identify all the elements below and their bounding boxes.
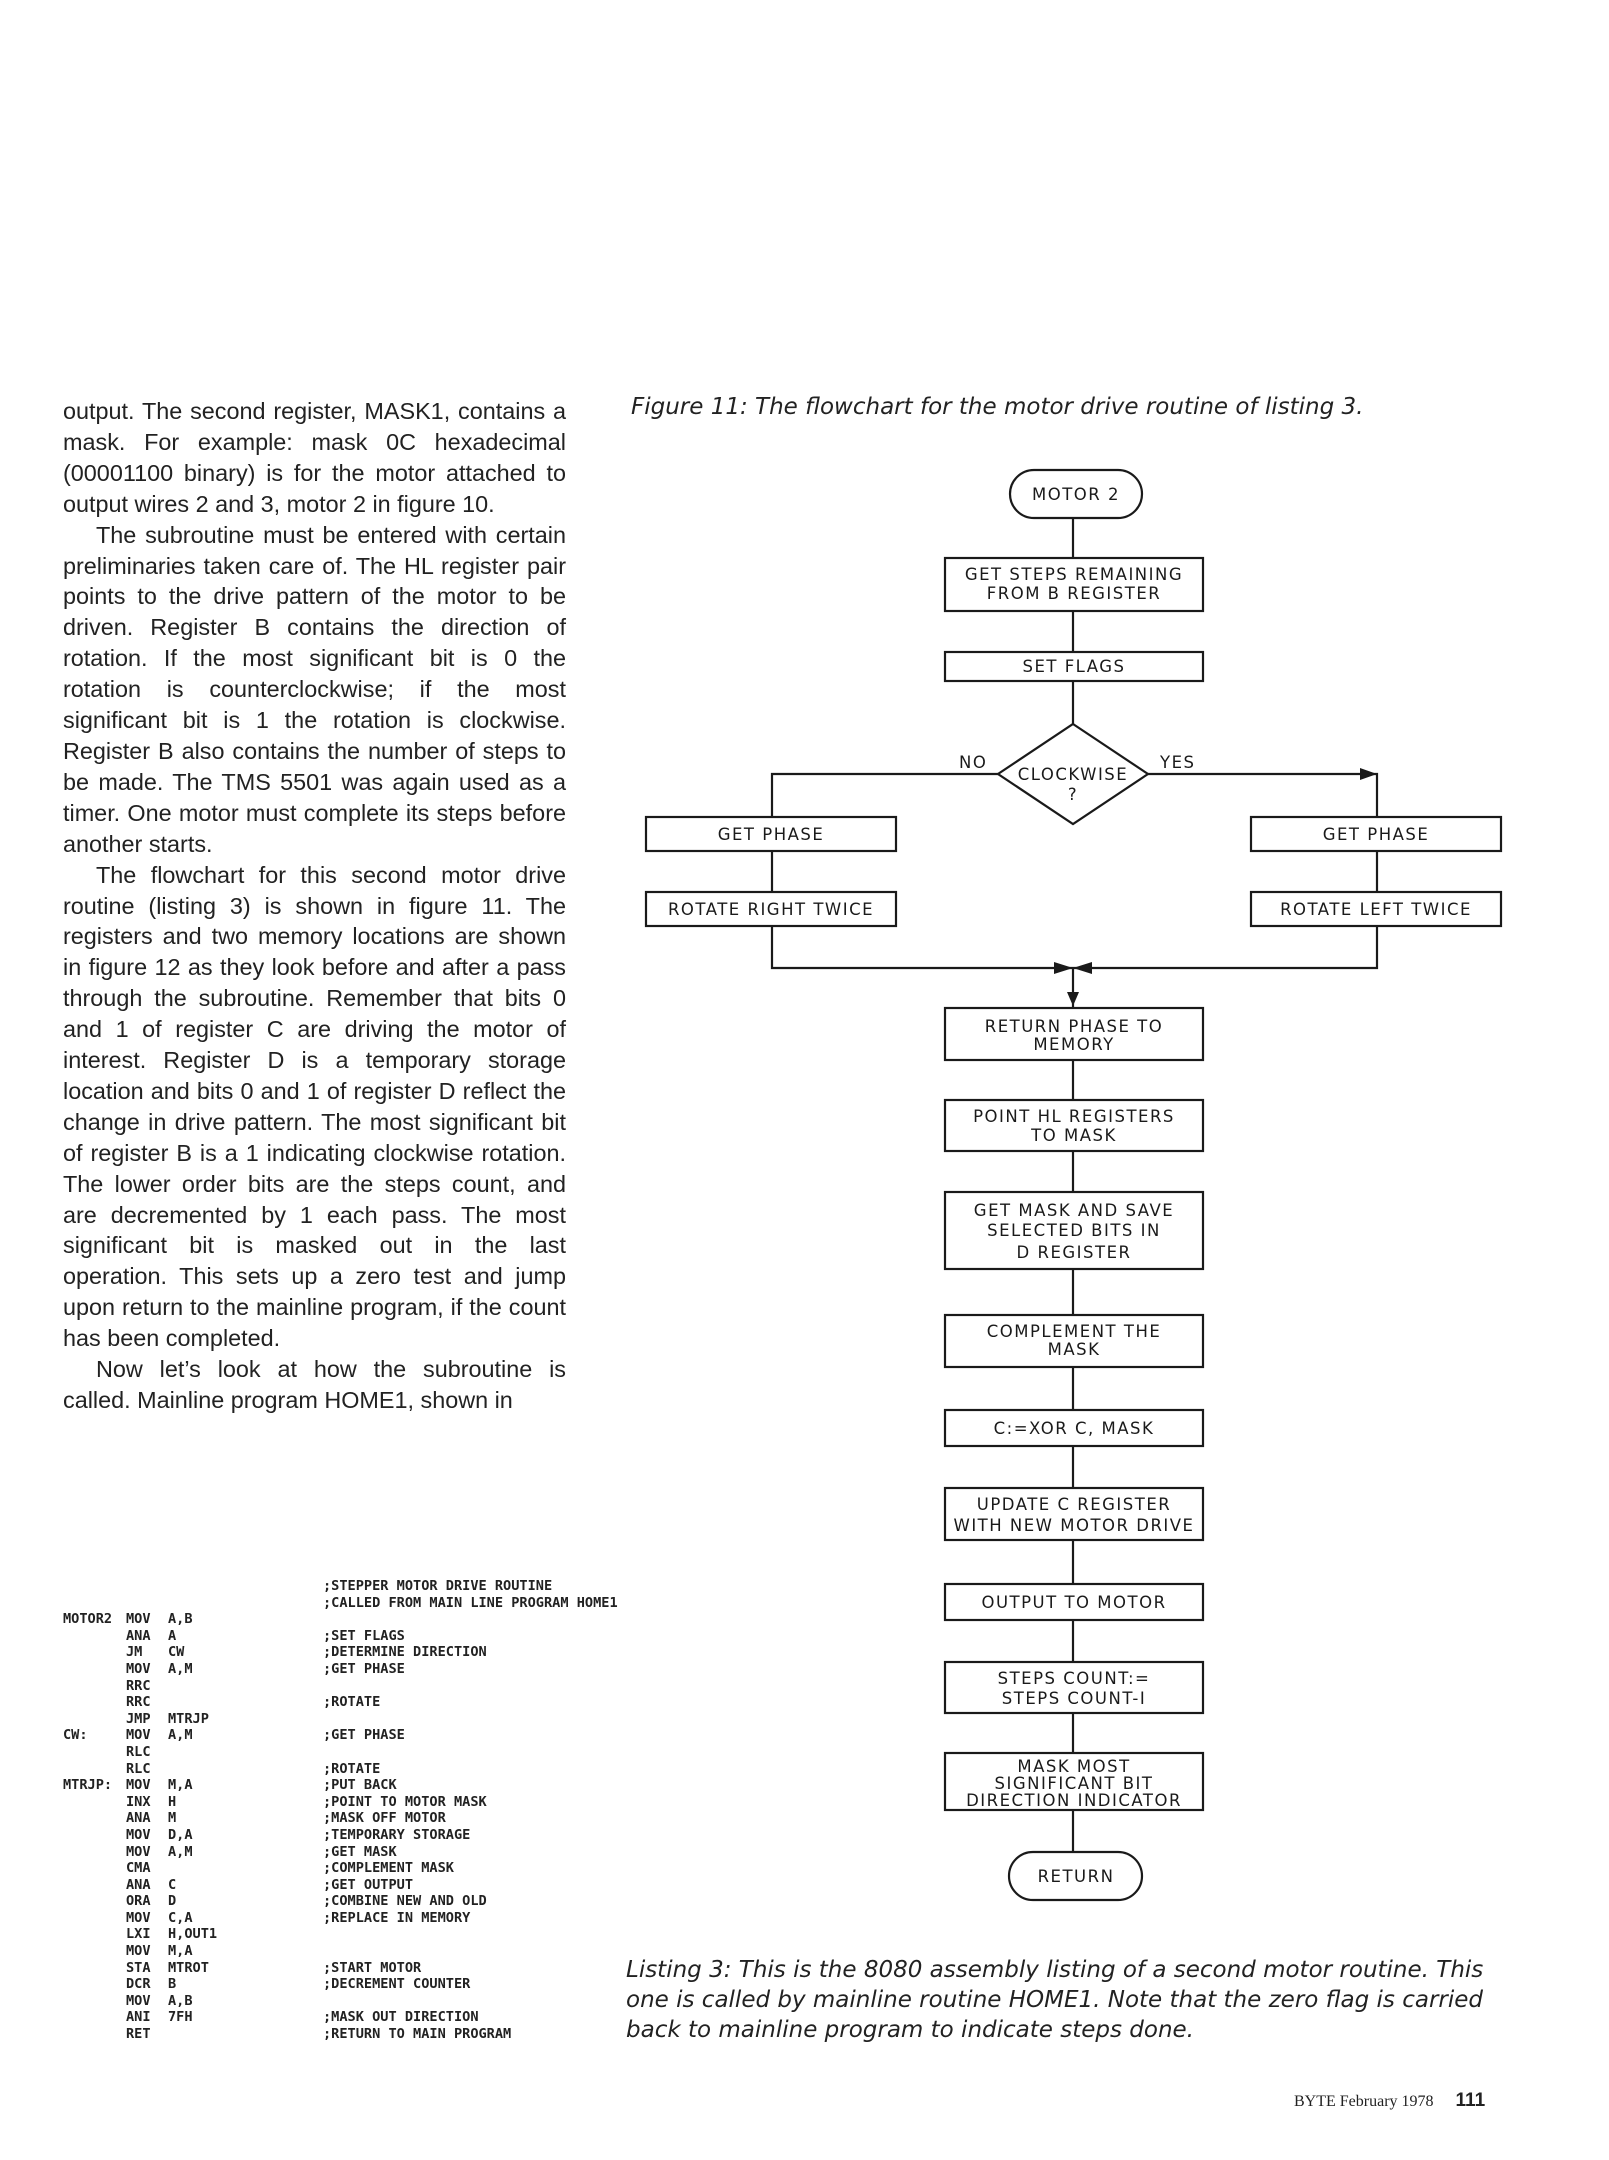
article-paragraph: The subroutine must be entered with certain preliminaries taken care of. The HL register pair points to the drive pattern of the motor to be driven. Register B contains the direction of rotation. If the most significant bit is 0 the rotation is counterclockwise; if the most significant bit is 1 the rotation is clockwise. Register B also contains the number of steps to be made. The TMS 5501 was again used as a timer. One motor must complete its steps before another starts.	[63, 521, 566, 857]
listing-operand: D,A	[168, 1826, 193, 1843]
listing-row	[63, 1694, 618, 1711]
listing-label	[63, 1893, 126, 1910]
connector-merge-right	[1073, 926, 1377, 968]
listing-comment: ;GET MASK	[323, 1843, 397, 1860]
listing-opcode: MOV	[126, 1843, 151, 1860]
listing-opcode: RLC	[126, 1743, 151, 1760]
mask-msb-line: SIGNIFICANT BIT	[994, 1774, 1154, 1793]
steps-count-line: STEPS COUNT-I	[1001, 1689, 1147, 1708]
output-label: OUTPUT TO MOTOR	[981, 1593, 1167, 1612]
listing-label	[63, 1810, 126, 1827]
listing-opcode: JM	[126, 1644, 143, 1661]
output-box	[945, 1584, 1203, 1620]
listing-opcode: MOV	[126, 1909, 151, 1926]
listing-label	[63, 1711, 126, 1728]
update-c-line: UPDATE C REGISTER	[976, 1495, 1172, 1514]
set-flags-box	[945, 652, 1203, 681]
mask-msb-line: DIRECTION INDICATOR	[966, 1791, 1182, 1810]
update-c-box	[945, 1488, 1203, 1540]
listing-operand: B	[168, 1976, 177, 1993]
listing-comment: ;GET PHASE	[323, 1727, 405, 1744]
listing-operand: D	[168, 1893, 177, 1910]
listing-row	[63, 1611, 618, 1628]
listing-opcode: ANA	[126, 1627, 151, 1644]
assembly-listing	[63, 1578, 618, 2043]
listing-comment: ;COMBINE NEW AND OLD	[323, 1893, 487, 1910]
listing-operand	[168, 1744, 323, 1761]
figure-caption: Figure 11: The flowchart for the motor drive routine of listing 3.	[631, 394, 1364, 420]
listing-operand: MTRJP	[168, 1710, 209, 1727]
arrowhead	[1073, 962, 1092, 974]
listing-comment: ;POINT TO MOTOR MASK	[323, 1793, 487, 1810]
listing-label	[63, 1644, 126, 1661]
listing-opcode: JMP	[126, 1710, 151, 1727]
listing-row	[63, 2026, 618, 2043]
listing-opcode: DCR	[126, 1976, 151, 1993]
listing-opcode: ANA	[126, 1876, 151, 1893]
right-rotate-label: ROTATE LEFT TWICE	[1280, 900, 1472, 919]
listing-operand	[168, 1678, 323, 1695]
return-phase-line: RETURN PHASE TO	[984, 1017, 1164, 1036]
listing-label	[63, 1844, 126, 1861]
listing-row	[63, 1744, 618, 1761]
listing-label	[63, 1976, 126, 1993]
listing-label	[63, 1943, 126, 1960]
listing-header-row	[63, 1578, 618, 1595]
listing-comment: ;TEMPORARY STORAGE	[323, 1826, 471, 1843]
listing-row	[63, 1844, 618, 1861]
listing-opcode: MOV	[126, 1777, 151, 1794]
listing-comment: ;DETERMINE DIRECTION	[323, 1644, 487, 1661]
listing-label: MOTOR2	[63, 1611, 113, 1628]
listing-row	[63, 1893, 618, 1910]
listing-operand: A,M	[168, 1843, 193, 1860]
listing-comment: ;SET FLAGS	[323, 1627, 405, 1644]
listing-row	[63, 2009, 618, 2026]
listing-operand: A	[168, 1627, 177, 1644]
listing-operand: CW	[168, 1644, 185, 1661]
set-flags-label: SET FLAGS	[1022, 657, 1126, 676]
listing-label	[63, 1761, 126, 1778]
clockwise-decision	[998, 724, 1148, 824]
listing-operand: C	[168, 1876, 177, 1893]
listing-comment: ;GET PHASE	[323, 1660, 405, 1677]
listing-operand: M,A	[168, 1943, 193, 1960]
steps-count-box	[945, 1662, 1203, 1713]
right-rotate-box	[1251, 892, 1501, 926]
listing-operand: C,A	[168, 1909, 193, 1926]
mask-msb-line: MASK MOST	[1017, 1757, 1131, 1776]
point-hl-line: POINT HL REGISTERS	[973, 1107, 1175, 1126]
listing-row	[63, 1727, 618, 1744]
listing-operand: MTROT	[168, 1959, 209, 1976]
get-steps-line: FROM B REGISTER	[986, 584, 1162, 603]
get-mask-line: SELECTED BITS IN	[987, 1221, 1161, 1240]
listing-opcode: MOV	[126, 1660, 151, 1677]
listing-operand: A,M	[168, 1727, 193, 1744]
mask-msb-box	[945, 1753, 1203, 1810]
complement-line: MASK	[1047, 1340, 1101, 1359]
left-rotate-box	[646, 892, 896, 926]
listing-caption: Listing 3: This is the 8080 assembly listing of a second motor routine. This one is called by mainline routine HOME1. Note that the zero flag is carried back to mainline program to indicate steps done.	[626, 1957, 1484, 2043]
listing-comment: ;GET OUTPUT	[323, 1876, 414, 1893]
listing-row	[63, 1794, 618, 1811]
get-steps-box	[945, 558, 1203, 611]
listing-opcode: ANI	[126, 2009, 151, 2026]
listing-row	[63, 1628, 618, 1645]
return-phase-box	[945, 1008, 1203, 1060]
listing-operand: A,B	[168, 1611, 193, 1628]
complement-box	[945, 1315, 1203, 1367]
yes-label: YES	[1160, 753, 1196, 772]
listing-opcode: RRC	[126, 1677, 151, 1694]
listing-opcode: MOV	[126, 1727, 151, 1744]
listing-opcode: MOV	[126, 1611, 151, 1628]
listing-operand: A,B	[168, 1992, 193, 2009]
article-paragraph: output. The second register, MASK1, contains a mask. For example: mask 0C hexadecimal (00001100 binary) is for the motor attached to output wires 2 and 3, motor 2 in figure 10.	[63, 398, 566, 517]
return-phase-line: MEMORY	[1033, 1035, 1115, 1054]
left-rotate-label: ROTATE RIGHT TWICE	[667, 900, 875, 919]
listing-label	[63, 1926, 126, 1943]
listing-label	[63, 2026, 126, 2043]
listing-label: MTRJP:	[63, 1777, 113, 1794]
listing-row	[63, 1943, 618, 1960]
page-footer	[1294, 2090, 1485, 2112]
listing-operand: H,OUT1	[168, 1926, 218, 1943]
listing-row	[63, 1678, 618, 1695]
listing-label	[63, 1910, 126, 1927]
listing-operand	[168, 1694, 323, 1711]
start-label: MOTOR 2	[1032, 485, 1120, 504]
listing-comment: ;REPLACE IN MEMORY	[323, 1909, 471, 1926]
complement-line: COMPLEMENT THE	[986, 1322, 1162, 1341]
listing-header: ;CALLED FROM MAIN LINE PROGRAM HOME1	[323, 1594, 618, 1611]
get-mask-line: GET MASK AND SAVE	[973, 1201, 1175, 1220]
listing-operand: 7FH	[168, 2009, 193, 2026]
listing-comment: ;PUT BACK	[323, 1777, 397, 1794]
get-mask-box	[945, 1192, 1203, 1269]
listing-row	[63, 1661, 618, 1678]
arrowhead	[1360, 768, 1377, 780]
listing-row	[63, 1777, 618, 1794]
listing-opcode: ANA	[126, 1810, 151, 1827]
decision-line: CLOCKWISE	[1017, 765, 1129, 784]
magazine-issue: BYTE February 1978	[1294, 2093, 1434, 2110]
listing-label	[63, 1661, 126, 1678]
connector-merge-left	[772, 926, 1073, 968]
decision-line: ?	[1067, 785, 1079, 804]
point-hl-line: TO MASK	[1031, 1126, 1117, 1145]
start-terminal	[1010, 470, 1142, 518]
xor-box	[945, 1410, 1203, 1446]
listing-opcode: MOV	[126, 1826, 151, 1843]
listing-comment: ;MASK OFF MOTOR	[323, 1810, 446, 1827]
return-terminal	[1009, 1852, 1142, 1900]
listing-row	[63, 1993, 618, 2010]
listing-label	[63, 2009, 126, 2026]
listing-comment: ;ROTATE	[323, 1694, 381, 1711]
listing-label	[63, 1860, 126, 1877]
listing-label	[63, 1744, 126, 1761]
listing-operand	[168, 1761, 323, 1778]
listing-label: CW:	[63, 1727, 88, 1744]
listing-opcode: MOV	[126, 1943, 151, 1960]
listing-label	[63, 1960, 126, 1977]
listing-row	[63, 1860, 618, 1877]
listing-row	[63, 1910, 618, 1927]
arrowhead	[1067, 992, 1079, 1006]
steps-count-line: STEPS COUNT:=	[997, 1669, 1151, 1688]
article-paragraph: The flowchart for this second motor drive routine (listing 3) is shown in figure 11. The registers and two memory locations are shown in figure 12 as they look before and after a pass through the subroutine. Remember that bits 0 and 1 of register C are driving the motor of interest. Register D is a temporary storage location and bits 0 and 1 of register D reflect the change in drive pattern. The most significant bit of register B is a 1 indicating clockwise rotation. The lower order bits are the steps count, and are decremented by 1 each pass. The most significant bit is masked out in the last operation. This sets up a zero test and jump upon return to the mainline program, if the count has been completed.	[63, 861, 566, 1352]
connector-no-branch	[772, 774, 998, 817]
listing-operand	[168, 2026, 323, 2043]
listing-label	[63, 1678, 126, 1695]
listing-comment: ;COMPLEMENT MASK	[323, 1860, 454, 1877]
point-hl-box	[945, 1100, 1203, 1151]
left-get-phase-box	[646, 817, 896, 851]
left-get-phase-label: GET PHASE	[717, 825, 825, 844]
listing-label	[63, 1794, 126, 1811]
listing-label	[63, 1628, 126, 1645]
listing-operand	[168, 1860, 323, 1877]
flowchart-connectors	[772, 518, 1377, 1852]
listing-opcode: RLC	[126, 1760, 151, 1777]
get-mask-line: D REGISTER	[1016, 1243, 1132, 1262]
listing-row	[63, 1810, 618, 1827]
listing-operand: A,M	[168, 1660, 193, 1677]
listing-header-row	[63, 1595, 618, 1612]
return-label: RETURN	[1037, 1867, 1115, 1886]
get-steps-line: GET STEPS REMAINING	[964, 565, 1184, 584]
right-get-phase-label: GET PHASE	[1322, 825, 1430, 844]
listing-label	[63, 1877, 126, 1894]
listing-opcode: RRC	[126, 1694, 151, 1711]
listing-comment: ;ROTATE	[323, 1760, 381, 1777]
arrowhead	[1054, 962, 1073, 974]
right-get-phase-box	[1251, 817, 1501, 851]
xor-label: C:=XOR C, MASK	[993, 1419, 1155, 1438]
listing-label	[63, 1993, 126, 2010]
listing-opcode: RET	[126, 2026, 151, 2043]
listing-comment: ;DECREMENT COUNTER	[323, 1976, 471, 1993]
listing-rows	[63, 1611, 618, 2042]
listing-label	[63, 1827, 126, 1844]
listing-opcode: LXI	[126, 1926, 151, 1943]
listing-row	[63, 1761, 618, 1778]
connector-yes-branch	[1148, 774, 1377, 817]
listing-row	[63, 1877, 618, 1894]
page-number: 111	[1455, 2090, 1486, 2111]
listing-opcode: ORA	[126, 1893, 151, 1910]
listing-row	[63, 1960, 618, 1977]
no-label: NO	[959, 753, 988, 772]
article-paragraph: Now let’s look at how the subroutine is called. Mainline program HOME1, shown in	[63, 1356, 566, 1413]
listing-opcode: INX	[126, 1793, 151, 1810]
listing-operand: M,A	[168, 1777, 193, 1794]
listing-comment: ;START MOTOR	[323, 1959, 422, 1976]
listing-header: ;STEPPER MOTOR DRIVE ROUTINE	[323, 1578, 553, 1594]
listing-opcode: MOV	[126, 1992, 151, 2009]
listing-opcode: STA	[126, 1959, 151, 1976]
listing-comment: ;MASK OUT DIRECTION	[323, 2009, 479, 2026]
listing-operand: H	[168, 1793, 177, 1810]
listing-operand: M	[168, 1810, 177, 1827]
listing-row	[63, 1926, 618, 1943]
listing-row	[63, 1827, 618, 1844]
listing-row	[63, 1644, 618, 1661]
update-c-line: WITH NEW MOTOR DRIVE	[953, 1516, 1195, 1535]
listing-comment: ;RETURN TO MAIN PROGRAM	[323, 2026, 512, 2043]
listing-label	[63, 1694, 126, 1711]
listing-opcode: CMA	[126, 1860, 151, 1877]
listing-row	[63, 1711, 618, 1728]
listing-row	[63, 1976, 618, 1993]
